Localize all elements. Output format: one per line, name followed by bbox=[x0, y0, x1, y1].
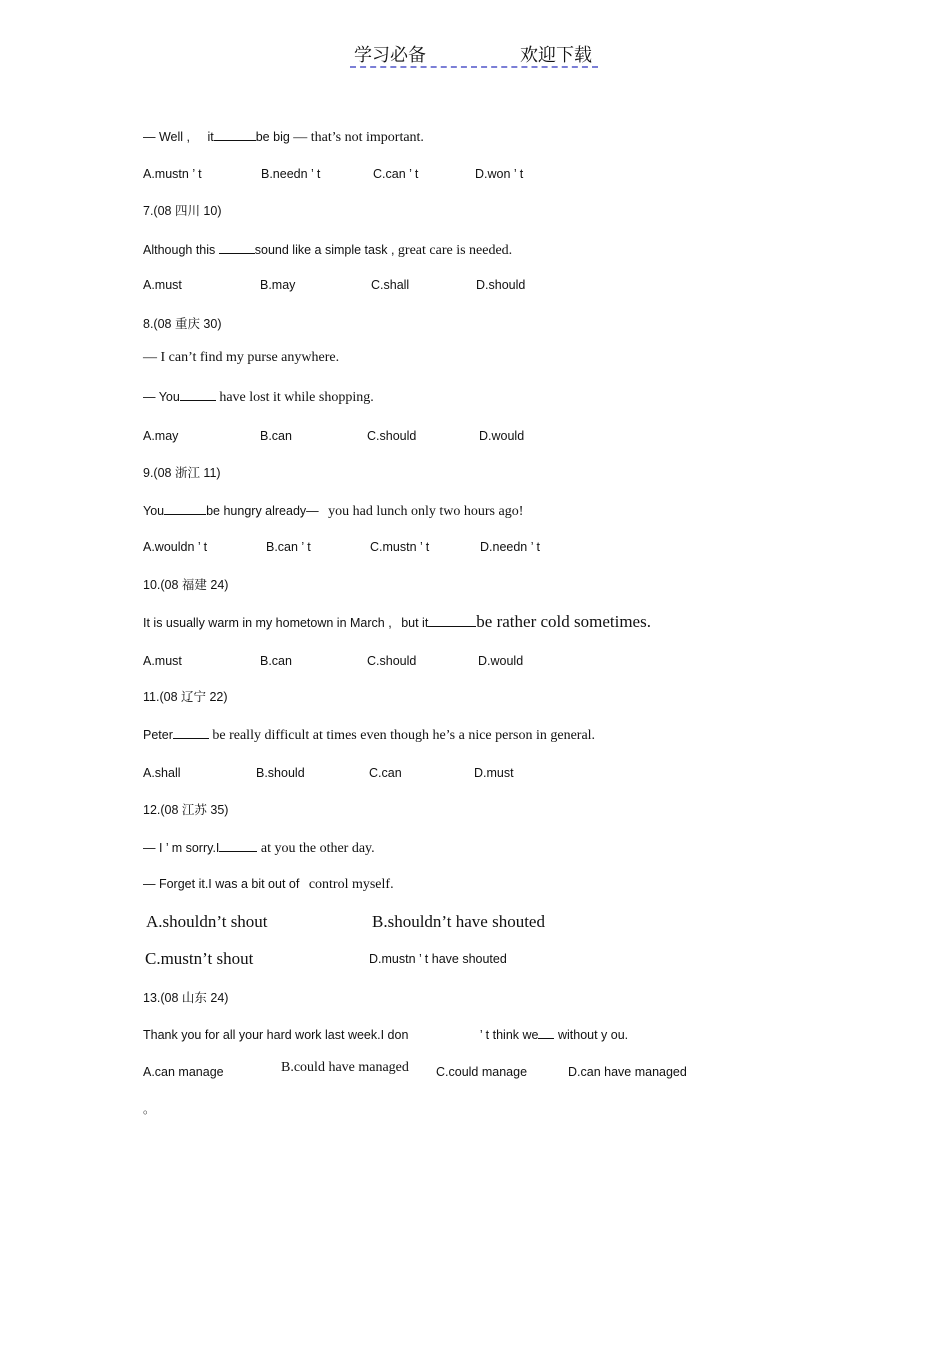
q9-stem bbox=[143, 500, 523, 520]
q6-option-c: C.can ’ t bbox=[373, 167, 419, 181]
q8-option-c: C.should bbox=[367, 429, 417, 443]
q10-stem bbox=[143, 612, 651, 632]
q10-option-b: B.can bbox=[260, 654, 292, 668]
q13-blank bbox=[538, 1024, 554, 1039]
q10-stem-c: be rather cold sometimes. bbox=[476, 612, 651, 631]
q12-line1 bbox=[143, 837, 375, 857]
q11-stem-a: Peter bbox=[143, 728, 173, 742]
q6-stem-a: — Well , bbox=[143, 130, 190, 144]
q13-option-a: A.can manage bbox=[143, 1065, 224, 1079]
q10-number: 10.(08 福建 24) bbox=[143, 578, 229, 592]
q10-stem-a: It is usually warm in my hometown in March , bbox=[143, 616, 392, 630]
q11-stem-b: be really difficult at times even though he’s a nice person in general. bbox=[212, 728, 596, 743]
q7-stem-c: great care is needed. bbox=[397, 243, 513, 258]
q6-option-d: D.won ’ t bbox=[475, 167, 524, 181]
q13-stem-b: ’ t think we bbox=[479, 1028, 539, 1042]
q7-blank bbox=[219, 239, 255, 254]
q6-option-b: B.needn ’ t bbox=[261, 167, 321, 181]
q9-option-b: B.can ’ t bbox=[266, 540, 311, 554]
q8-option-a: A.may bbox=[143, 429, 179, 443]
q12-option-d: D.mustn ’ t have shouted bbox=[369, 952, 507, 966]
q11-stem bbox=[143, 724, 595, 744]
q9-stem-a: You bbox=[143, 504, 165, 518]
q9-option-a: A.wouldn ’ t bbox=[143, 540, 208, 554]
q7-stem-b: sound like a simple task , bbox=[254, 243, 395, 257]
q9-blank bbox=[164, 500, 206, 515]
header-left-text: 学习必备 bbox=[354, 45, 426, 66]
q11-number: 11.(08 辽宁 22) bbox=[143, 690, 228, 704]
q11-option-c: C.can bbox=[369, 766, 402, 780]
q8-blank bbox=[180, 386, 216, 401]
q13-option-c: C.could manage bbox=[436, 1065, 528, 1079]
q8-line1: — I can’t find my purse anywhere. bbox=[143, 350, 340, 365]
q6-blank bbox=[214, 126, 256, 141]
header-right-text: 欢迎下载 bbox=[520, 45, 592, 66]
q8-option-b: B.can bbox=[260, 429, 292, 443]
q9-stem-b: be hungry already— bbox=[206, 504, 319, 518]
q7-stem-a: Although this bbox=[143, 243, 216, 257]
q6-option-a: A.mustn ’ t bbox=[143, 167, 202, 181]
q10-option-a: A.must bbox=[143, 654, 182, 668]
q8-option-d: D.would bbox=[479, 429, 525, 443]
q8-line2 bbox=[143, 386, 374, 406]
q6-stem-d: — that’s not important. bbox=[293, 130, 424, 145]
q6-stem bbox=[143, 126, 424, 146]
q13-number: 13.(08 山东 24) bbox=[143, 991, 229, 1005]
q12-option-b: B.shouldn’t have shouted bbox=[372, 912, 545, 931]
q12-line2-a: — Forget it.I was a bit out of bbox=[143, 877, 300, 891]
q7-option-c: C.shall bbox=[371, 278, 410, 292]
q11-option-d: D.must bbox=[474, 766, 514, 780]
q7-stem bbox=[143, 239, 512, 259]
q10-option-d: D.would bbox=[478, 654, 524, 668]
q9-number: 9.(08 浙江 11) bbox=[143, 466, 221, 480]
q8-line2-a: — You bbox=[143, 390, 180, 404]
q10-stem-b: but it bbox=[401, 616, 429, 630]
q6-stem-c: be big bbox=[255, 130, 290, 144]
q13-stem-c: without y ou. bbox=[557, 1028, 629, 1042]
q9-stem-c: you had lunch only two hours ago! bbox=[328, 504, 524, 519]
q9-option-c: C.mustn ’ t bbox=[370, 540, 430, 554]
q12-line1-b: at you the other day. bbox=[260, 841, 375, 856]
page-header bbox=[350, 40, 598, 68]
q9-option-d: D.needn ’ t bbox=[480, 540, 540, 554]
q12-line1-a: — I ’ m sorry.I bbox=[143, 841, 220, 855]
q7-option-d: D.should bbox=[476, 278, 526, 292]
q7-number: 7.(08 四川 10) bbox=[143, 204, 222, 218]
q12-line2-b: control myself. bbox=[308, 877, 394, 892]
end-mark: 。 bbox=[143, 1102, 156, 1116]
q12-option-c: C.mustn’t shout bbox=[145, 949, 254, 968]
q10-blank bbox=[428, 612, 476, 627]
q10-option-c: C.should bbox=[367, 654, 417, 668]
q8-number: 8.(08 重庆 30) bbox=[143, 317, 222, 331]
q7-option-a: A.must bbox=[143, 278, 182, 292]
q13-option-d: D.can have managed bbox=[568, 1065, 687, 1079]
q11-option-a: A.shall bbox=[143, 766, 181, 780]
q12-line2 bbox=[143, 874, 394, 894]
q6-stem-b: it bbox=[207, 130, 214, 144]
q8-line2-b: have lost it while shopping. bbox=[219, 390, 374, 405]
q12-option-a: A.shouldn’t shout bbox=[146, 912, 268, 931]
q11-option-b: B.should bbox=[256, 766, 305, 780]
q13-stem-a: Thank you for all your hard work last week.I don bbox=[143, 1028, 409, 1042]
q11-blank bbox=[173, 724, 209, 739]
q12-number: 12.(08 江苏 35) bbox=[143, 803, 229, 817]
q12-blank bbox=[219, 837, 257, 852]
q13-stem bbox=[143, 1024, 628, 1044]
q7-option-b: B.may bbox=[260, 278, 296, 292]
q13-option-b: B.could have managed bbox=[281, 1060, 409, 1075]
